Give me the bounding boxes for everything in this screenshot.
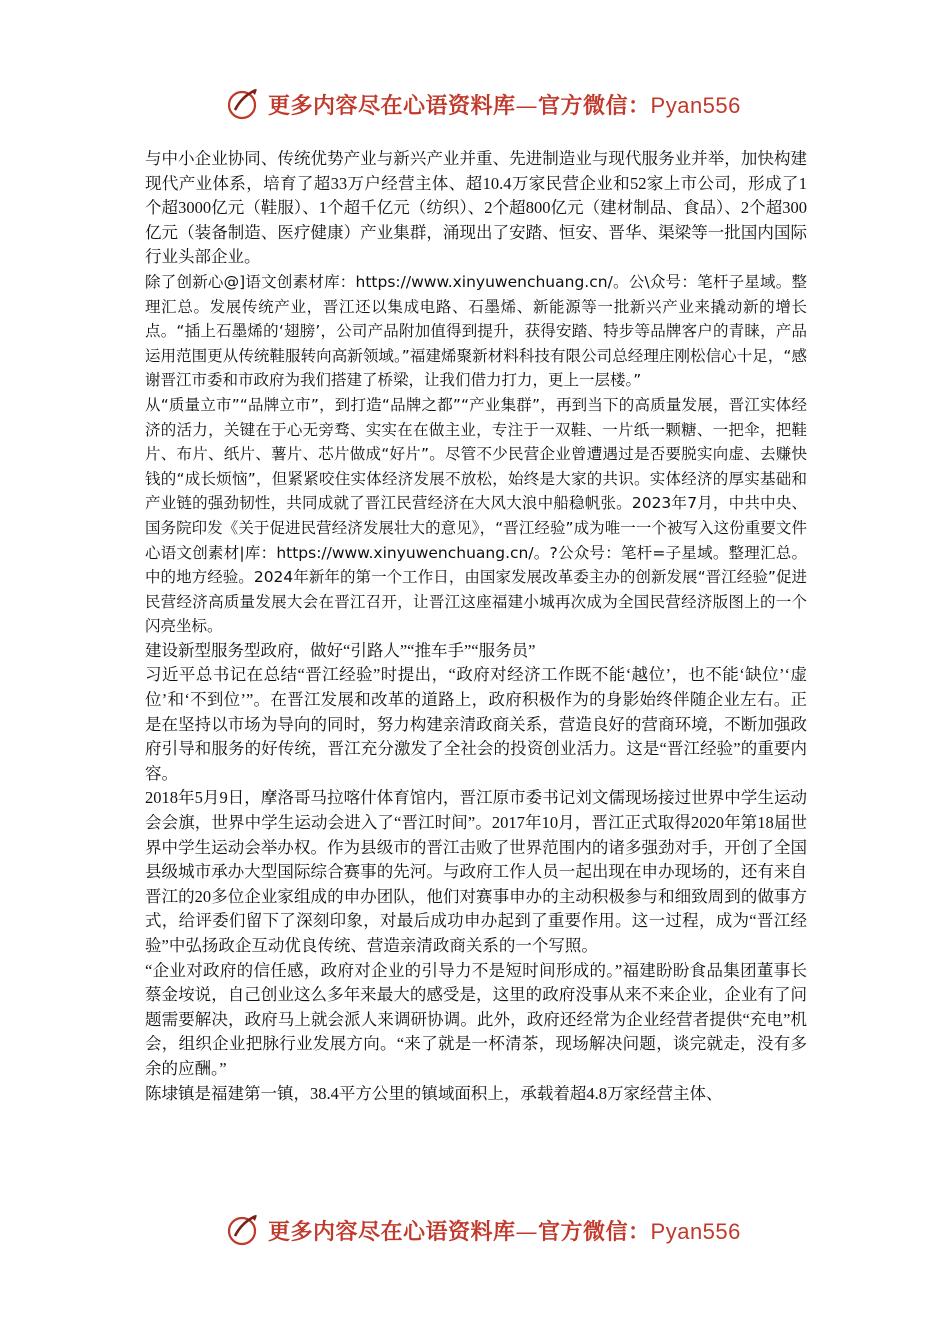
paragraph: 2018年5月9日，摩洛哥马拉喀什体育馆内，晋江原市委书记刘文儒现场接过世界中学生运动会会旗，世界中学生运动会进入了“晋江时间”。2017年10月，晋江正式取得2020年第18届世界中学生运动会举办权。作为县级市的晋江击败了世界范围内的诸多强劲对手，开创了全国县级城市承办大型国际综合赛事的先河。与政府工作人员一起出现在申办现场的，还有来自晋江的20多位企业家组成的申办团队，他们对赛事申办的主动积极参与和细致周到的做事方式，给评委们留下了深刻印象，对最后成功申办起到了重要作用。这一过程，成为“晋江经验”中弘扬政企互动优良传统、营造亲清政商关系的一个写照。 [145,788,807,955]
footer-banner [0,1210,950,1250]
article-body [145,147,807,1106]
banner-main-text: 更多内容尽在心语资料库 [268,1218,516,1245]
banner-wechat-handle: Pyan556 [650,1218,741,1244]
banner-main-text: 更多内容尽在心语资料库 [268,92,516,119]
banner-wechat-handle: Pyan556 [650,92,741,118]
banner-separator: — [515,93,539,119]
paragraph: 与中小企业协同、传统优势产业与新兴产业并重、先进制造业与现代服务业并举，加快构建现代产业体系，培育了超33万户经营主体、超10.4万家民营企业和52家上市公司，形成了1个超3000亿元（鞋服）、1个超千亿元（纺织）、2个超800亿元（建材制品、食品）、2个超300亿元（装备制造、医疗健康）产业集群，涌现出了安踏、恒安、晋华、渠梁等一批国内国际行业头部企业。 [145,149,807,267]
banner-label: 官方微信： [538,1218,651,1245]
paragraph: 从“质量立市”“品牌立市”，到打造“品牌之都”“产业集群”，再到当下的高质量发展，晋江实体经济的活力，关键在于心无旁骛、实实在在做主业，专注于一双鞋、一片纸一颗糖、一把伞，把鞋片、布片、纸片、薯片、芯片做成“好片”。尽管不少民营企业曾遭遇过是否要脱实向虚、去赚快钱的“成长烦恼”，但紧紧咬住实体经济发展不放松，始终是大家的共识。实体经济的厚实基础和产业链的强劲韧性，共同成就了晋江民营经济在大风大浪中船稳帆张。2023年7月，中共中央、国务院印发《关于促进民营经济发展壮大的意见》，“晋江经验”成为唯一一个被写入这份重要文件心语文创素材|库：https://www.xinyuwenchuang.cn/。?公众号：笔杆=子星域。整理汇总。中的地方经验。2024年新年的第一个工作日，由国家发展改革委主办的创新发展“晋江经验”促进民营经济高质量发展大会在晋江召开，让晋江这座福建小城再次成为全国民营经济版图上的一个闪亮坐标。 [145,395,807,636]
pen-logo-icon [226,86,262,122]
header-banner [0,84,950,124]
paragraph: 习近平总书记在总结“晋江经验”时提出，“政府对经济工作既不能‘越位’，也不能‘缺位’‘虚位’和‘不到位’”。在晋江发展和改革的道路上，政府积极作为的身影始终伴随企业左右。正是在坚持以市场为导向的同时，努力构建亲清政商关系，营造良好的营商环境，不断加强政府引导和服务的好传统，晋江充分激发了全社会的投资创业活力。这是“晋江经验”的重要内容。 [145,665,807,783]
paragraph: 陈埭镇是福建第一镇，38.4平方公里的镇域面积上，承载着超4.8万家经营主体、 [145,1083,723,1103]
banner-separator: — [515,1219,539,1245]
paragraph: “企业对政府的信任感，政府对企业的引导力不是短时间形成的。”福建盼盼食品集团董事长蔡金垵说，自己创业这么多年来最大的感受是，这里的政府没事从来不来企业，企业有了问题需要解决，政府马上就会派人来调研协调。此外，政府还经常为企业经营者提供“充电”机会，组织企业把脉行业发展方向。“来了就是一杯清茶，现场解决问题，谈完就走，没有多余的应酬。” [145,960,807,1078]
section-heading: 建设新型服务型政府，做好“引路人”“推车手”“服务员” [145,640,536,660]
banner-label: 官方微信： [538,92,651,119]
banner-text [268,1215,741,1246]
banner-text [268,89,741,120]
pen-logo-icon [226,1212,262,1248]
paragraph: 除了创新心@]语文创素材库：https://www.xinyuwenchuang.cn/。公\众号：笔杆子星域。整理汇总。发展传统产业，晋江还以集成电路、石墨烯、新能源等一批新兴产业来撬动新的增长点。“插上石墨烯的‘翅膀’，公司产品附加值得到提升，获得安踏、特步等品牌客户的青睐，产品运用范围更从传统鞋服转向高新领域。”福建烯聚新材料科技有限公司总经理庄刚松信心十足，“感谢晋江市委和市政府为我们搭建了桥梁，让我们借力打力，更上一层楼。” [145,272,807,390]
